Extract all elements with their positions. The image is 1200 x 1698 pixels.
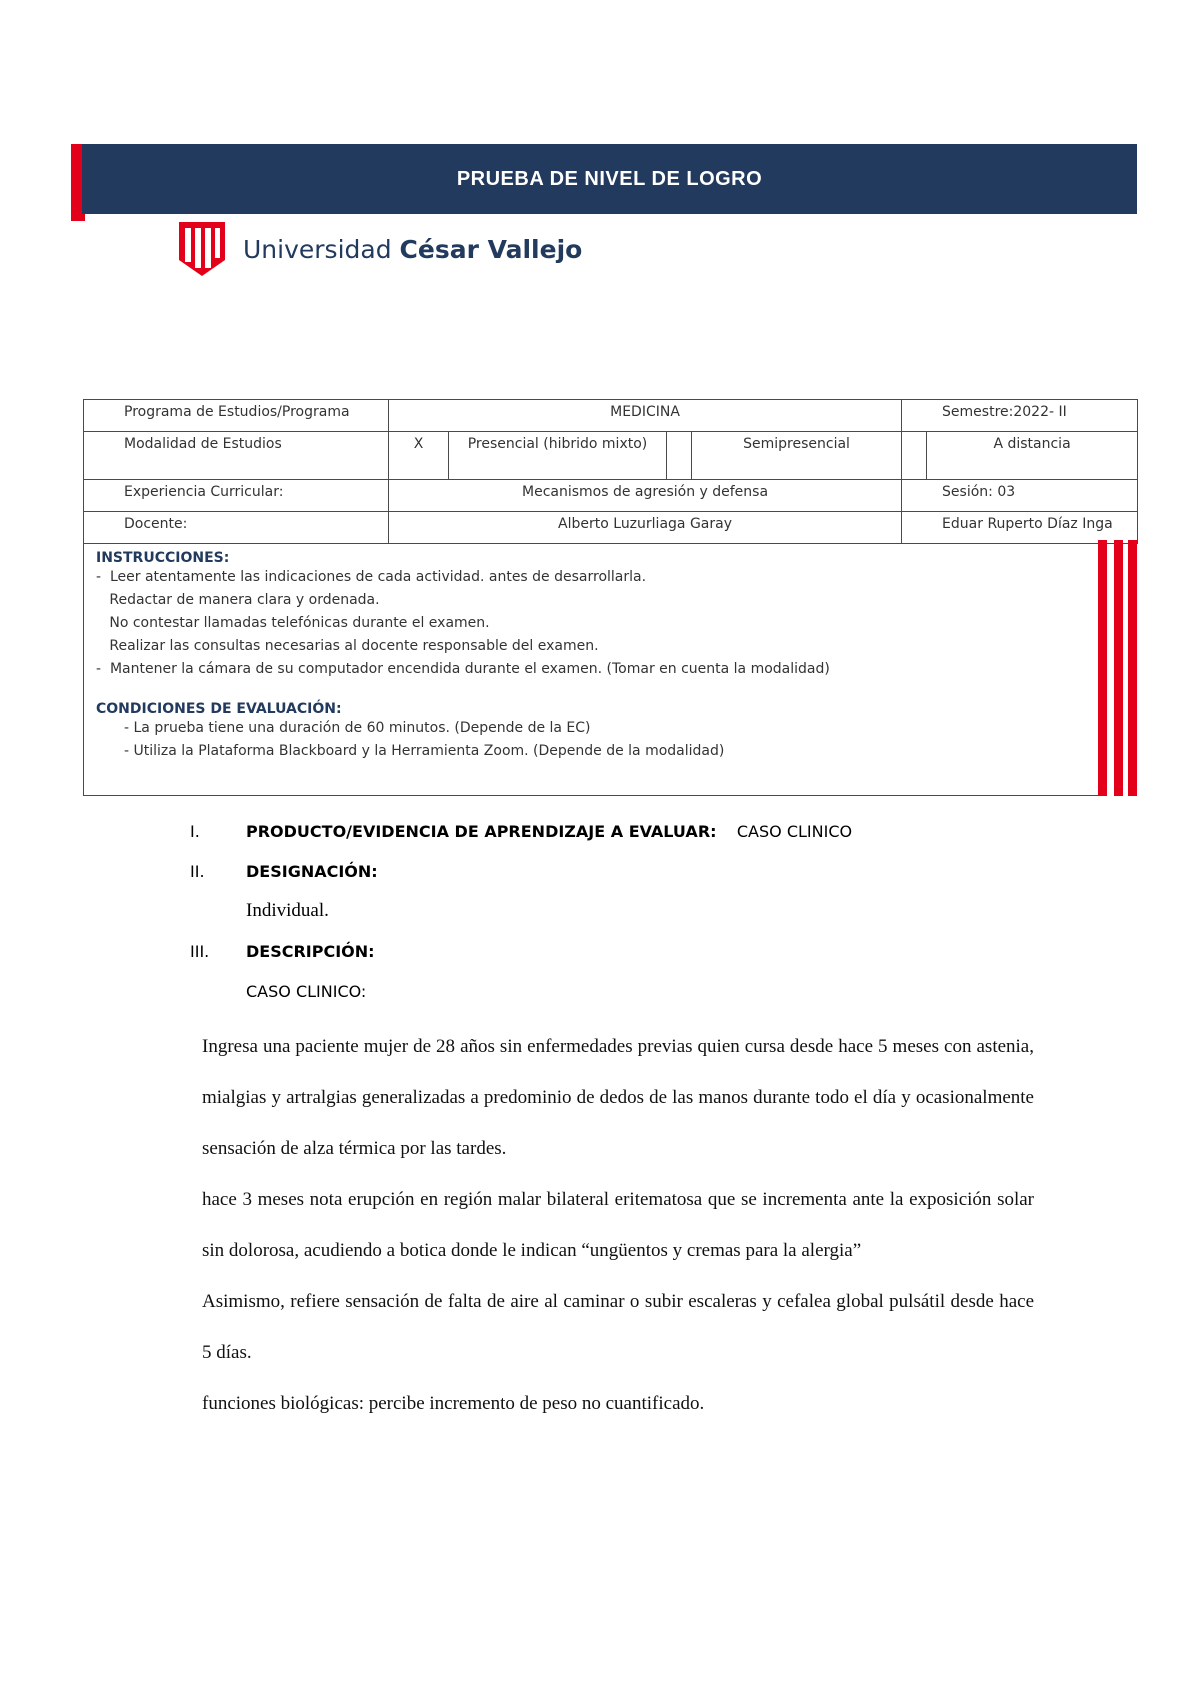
case-paragraph-2: hace 3 meses nota erupción en región malar bilateral eritematosa que se incrementa ante la exposición solar sin dolorosa, acudiendo a botica donde le indican “ungüentos y cremas para la alergia”: [202, 1189, 1034, 1261]
course-info-table: [83, 399, 1138, 544]
program-value: MEDICINA: [389, 400, 902, 432]
teacher-label: Docente:: [84, 512, 389, 544]
modality-semipresencial-box: [902, 432, 927, 480]
decorative-red-stripe: [1098, 540, 1107, 796]
section-1-title: PRODUCTO/EVIDENCIA DE APRENDIZAJE A EVALUAR:: [246, 822, 717, 841]
instruction-item: - Leer atentamente las indicaciones de cada actividad. antes de desarrollarla.: [96, 569, 647, 585]
teacher-extra: Eduar Ruperto Díaz Inga: [902, 512, 1138, 544]
instruction-item: No contestar llamadas telefónicas durante el examen.: [96, 615, 490, 631]
case-paragraph-3: Asimismo, refiere sensación de falta de aire al caminar o subir escaleras y cefalea global pulsátil desde hace 5 días.: [202, 1291, 1034, 1363]
condition-item: - La prueba tiene una duración de 60 minutos. (Depende de la EC): [124, 720, 591, 736]
teacher-value: Alberto Luzurliaga Garay: [389, 512, 902, 544]
case-subtitle: CASO CLINICO:: [246, 982, 367, 1001]
instruction-item: Redactar de manera clara y ordenada.: [96, 592, 380, 608]
modality-mark: X: [389, 432, 449, 480]
section-2-title: DESIGNACIÓN:: [246, 862, 378, 881]
section-1: [190, 822, 990, 846]
section-1-value: CASO CLINICO: [736, 822, 853, 841]
university-name: Universidad César Vallejo: [243, 234, 583, 264]
decorative-red-stripe: [1114, 540, 1123, 796]
experience-value: Mecanismos de agresión y defensa: [389, 480, 902, 512]
program-label: Programa de Estudios/Programa: [84, 400, 389, 432]
section-3-title: DESCRIPCIÓN:: [246, 942, 375, 961]
section-1-number: I.: [190, 822, 200, 841]
instructions-title: INSTRUCCIONES:: [96, 550, 230, 566]
section-3: [190, 942, 990, 966]
condition-item: - Utiliza la Plataforma Blackboard y la Herramienta Zoom. (Depende de la modalidad): [124, 743, 725, 759]
decorative-red-stripe: [1128, 540, 1137, 796]
shield-logo-icon: [177, 220, 227, 278]
section-2: [190, 862, 990, 886]
instructions-box: [83, 544, 1104, 796]
semester: Semestre:2022- II: [902, 400, 1138, 432]
experience-label: Experiencia Curricular:: [84, 480, 389, 512]
instruction-item: - Mantener la cámara de su computador encendida durante el examen. (Tomar en cuenta la modalidad): [96, 661, 830, 677]
modality-label: Modalidad de Estudios: [84, 432, 389, 480]
case-paragraph-1: Ingresa una paciente mujer de 28 años sin enfermedades previas quien cursa desde hace 5 meses con astenia, mialgias y artralgias generalizadas a predominio de dedos de las manos durante todo el día y ocasionalmente sensación de alza térmica por las tardes.: [202, 1036, 1034, 1159]
session: Sesión: 03: [902, 480, 1138, 512]
section-2-value: Individual.: [246, 900, 329, 921]
conditions-title: CONDICIONES DE EVALUACIÓN:: [96, 701, 342, 717]
modality-semipresencial: Semipresencial: [692, 432, 902, 480]
case-description: [202, 1021, 1034, 1429]
modality-presencial: Presencial (hibrido mixto): [449, 432, 667, 480]
section-3-number: III.: [190, 942, 210, 961]
banner-title: PRUEBA DE NIVEL DE LOGRO: [82, 144, 1137, 214]
modality-presencial-box: [667, 432, 692, 480]
instruction-item: Realizar las consultas necesarias al docente responsable del examen.: [96, 638, 599, 654]
modality-distancia: A distancia: [927, 432, 1138, 480]
case-paragraph-4: funciones biológicas: percibe incremento de peso no cuantificado.: [202, 1393, 705, 1414]
section-2-number: II.: [190, 862, 205, 881]
university-logo: [177, 220, 582, 278]
